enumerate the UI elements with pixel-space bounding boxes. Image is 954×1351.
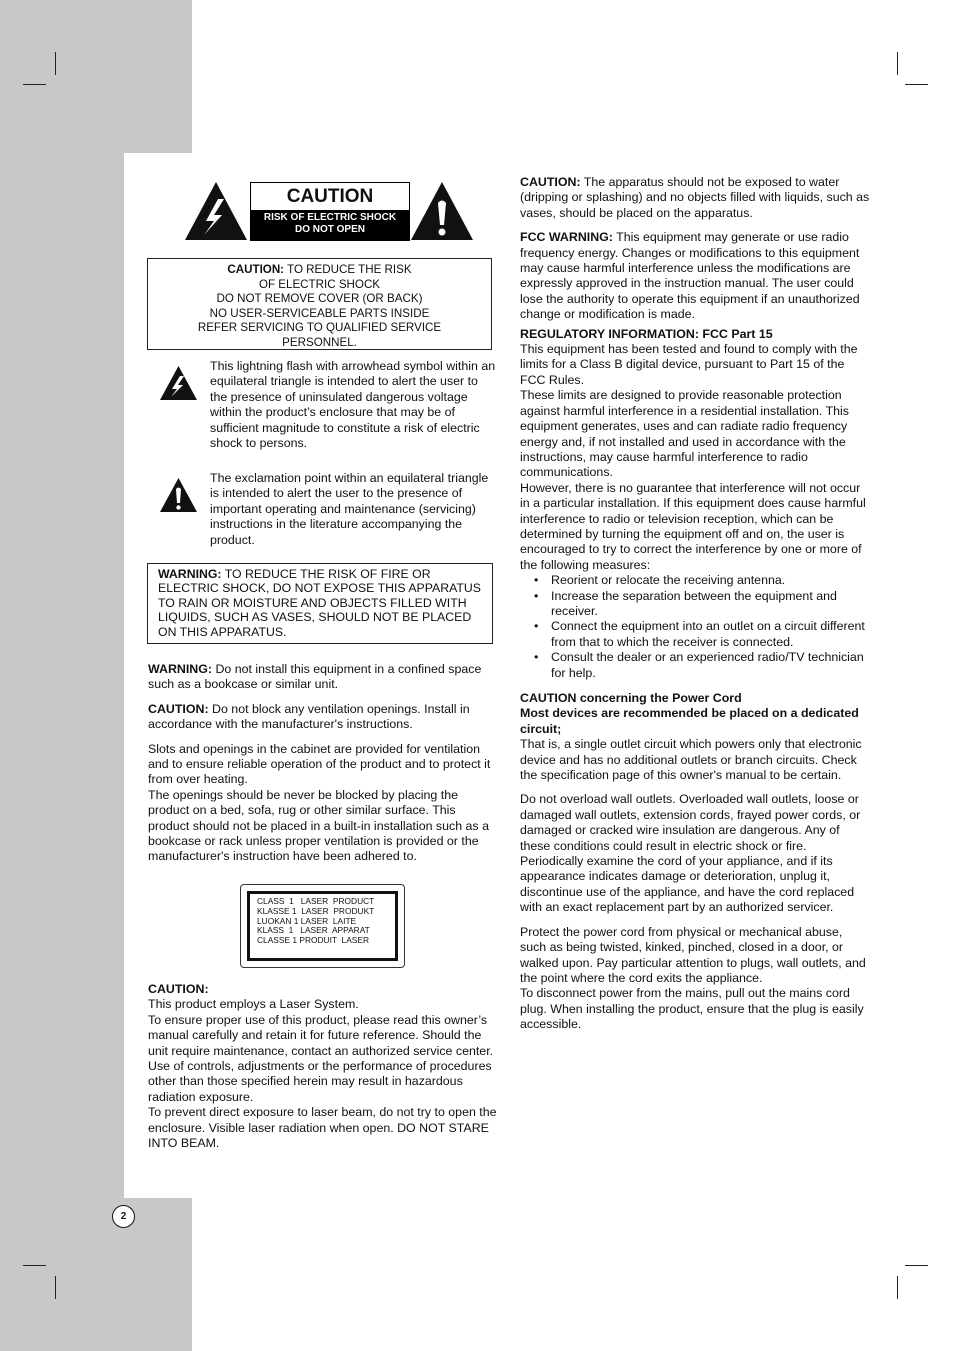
regulatory-p2: These limits are designed to provide reasonable protection against harmful interference in a residential installation. This equipment generates, uses and can radiate radio frequency energy and, if not installed and used in accordance with the instructions, may cause harmful interference to radio communications. [520,388,849,480]
fcc-warning-text: This equipment may generate or use radio frequency energy. Changes or modifications to this equipment may cause harmful interference unless the modifications are expressly approved in the instruction manual. The user could lose the authority to operate this equipment if an unauthorized change or modification is made. [520,230,860,322]
page-number: 2 [112,1205,135,1228]
lightning-warning-icon [159,365,198,401]
caution-line5: REFER SERVICING TO QUALIFIED SERVICE [197,321,442,334]
warning-install-paragraph [148,662,498,693]
caution-laser-p2: To ensure proper use of this product, please read this owner’s manual carefully and retain it for future reference. Should the unit require maintenance, contact an authorized service center. [148,1012,494,1058]
laser-label-text: CLASS 1 LASER PRODUCT KLASSE 1 LASER PRODUKT LUOKAN 1 LASER LAITE KLASS 1 LASER APPARAT CLASSE 1 PRODUIT LASER [257,896,375,946]
caution-laser-heading: CAUTION: [148,982,209,996]
caution-shock-box [147,258,492,350]
page-margin-side [0,153,124,1198]
fcc-warning-paragraph [520,230,870,322]
caution-ventilation-label: CAUTION: [148,701,209,716]
warning-box-text: TO REDUCE THE RISK OF FIRE OR ELECTRIC SHOCK, DO NOT EXPOSE THIS APPARATUS TO RAIN OR MOISTURE AND OBJECTS FILLED WITH LIQUIDS, SUCH AS VASES, SHOULD NOT BE PLACED ON THIS APPARATUS. [158,567,481,639]
crop-mark [905,1265,928,1266]
warning-fire-box [147,563,493,644]
caution-banner-line1: RISK OF ELECTRIC SHOCK [263,212,397,223]
crop-mark [55,52,56,75]
crop-mark [897,52,898,75]
caution-line3: DO NOT REMOVE COVER (OR BACK) [216,292,423,305]
caution-water-label: CAUTION: [520,175,581,189]
exclamation-warning-icon [159,477,198,513]
list-item: • Consult the dealer or an experienced radio/TV technician for help. [534,650,870,681]
list-item: • Connect the equipment into an outlet on a circuit different from that to which the receiver is connected. [534,619,870,650]
crop-mark [55,1276,56,1299]
crop-mark [23,1265,46,1266]
caution-water-paragraph [520,175,870,221]
warning-install-text: Do not install this equipment in a confined space such as a bookcase or similar unit. [148,662,482,692]
lightning-text: This lightning flash with arrowhead symbol within an equilateral triangle is intended to alert the user to the presence of uninsulated dangerous voltage within the product’s enclosure that may be of sufficient magnitude to constitute a risk of electric shock to persons. [210,359,496,451]
power-cord-heading: CAUTION concerning the Power Cord [520,691,742,705]
caution-laser-section [148,982,498,1151]
crop-mark [897,1276,898,1299]
power-cord-p2: Do not overload wall outlets. Overloaded wall outlets, loose or damaged wall outlets, extension cords, frayed power cords, or damaged or cracked wire insulation are dangerous. Any of these conditions could result in electric shock or fire. Periodically examine the cord of your appliance, and if its appearance indicates damage or deterioration, unplug it, discontinue use of the appliance, and have the cord replaced with an exact replacement part by an authorized servicer. [520,792,861,915]
regulatory-heading: REGULATORY INFORMATION: FCC Part 15 [520,326,773,341]
caution-laser-p1: This product employs a Laser System. [148,997,359,1012]
caution-laser-p4: To prevent direct exposure to laser beam, do not try to open the enclosure. Visible laser radiation when open. DO NOT STARE INTO BEAM. [148,1105,497,1151]
lightning-description [210,359,496,451]
regulatory-p1: This equipment has been tested and found to comply with the limits for a Class B digital device, pursuant to Part 15 of the FCC Rules. [520,342,858,387]
caution-banner-subtitle [251,210,409,240]
caution-ventilation-paragraph [148,702,498,733]
crop-mark [905,84,928,85]
caution-ventilation-text: Do not block any ventilation openings. Install in accordance with the manufacturer's instructions. [148,701,470,732]
crop-mark [23,84,46,85]
power-cord-p4: To disconnect power from the mains, pull out the mains cord plug. When installing the product, ensure that the plug is easily accessible. [520,986,864,1032]
page-margin-top [0,0,192,153]
caution-line2: OF ELECTRIC SHOCK [258,277,381,291]
caution-banner-line2: DO NOT OPEN [294,224,365,235]
lightning-triangle-icon [184,181,248,241]
caution-line4: NO USER-SERVICEABLE PARTS INSIDE [209,306,430,320]
warning-label: WARNING: [158,567,222,581]
power-cord-p1: That is, a single outlet circuit which powers only that electronic device and has no additional outlets or branch circuits. Check the specification page of this owner's manual to be certain. [520,737,862,783]
list-item: • Reorient or relocate the receiving antenna. [534,573,870,588]
regulatory-p3: However, there is no guarantee that interference will not occur in a particular installation. If this equipment does cause harmful interference to radio or television reception, which can be determined by turning the equipment off and on, the user is encouraged to try to correct the interference by one or more of the following measures: [520,480,866,572]
warning-install-label: WARNING: [148,662,213,676]
list-item: • Increase the separation between the equipment and receiver. [534,589,870,620]
page-margin-bottom [0,1198,192,1351]
exclamation-text: The exclamation point within an equilateral triangle is intended to alert the user to the presence of important operating and maintenance (servicing) instructions in the literature accompanying the product. [210,471,489,547]
caution-banner [250,182,410,241]
fcc-warning-label: FCC WARNING: [520,230,613,245]
caution-water-text: The apparatus should not be exposed to water (dripping or splashing) and no objects filled with liquids, such as vases, should be placed on the apparatus. [520,175,870,220]
openings-paragraph: The openings should be never be blocked by placing the product on a bed, sofa, rug or other similar surface. This product should not be placed in a built-in installation such as a bookcase or rack unless proper ventilation is provided or the manufacturer's instruction have been adhered to. [148,787,489,864]
interference-measures-list [520,573,870,681]
caution-line6: PERSONNEL. [282,335,357,349]
left-body-text [148,662,498,865]
exclamation-description [210,471,498,548]
caution-banner-title: CAUTION [251,183,409,210]
laser-product-label [240,884,405,968]
caution-line1: TO REDUCE THE RISK [284,263,412,276]
power-cord-p3: Protect the power cord from physical or mechanical abuse, such as being twisted, kinked, pinched, closed in a door, or walked upon. Pay particular attention to plugs, wall outlets, and the point where the cord exits the appliance. [520,924,866,985]
power-cord-subheading: Most devices are recommended be placed on a dedicated circuit; [520,706,859,736]
right-column [520,175,870,1033]
exclamation-triangle-icon [410,181,474,241]
slots-paragraph: Slots and openings in the cabinet are provided for ventilation and to ensure reliable operation of the product and to protect it from over heating. [148,741,491,787]
caution-label: CAUTION: [227,263,285,276]
caution-laser-p3: Use of controls, adjustments or the performance of procedures other than those specified herein may result in hazardous radiation exposure. [148,1059,492,1104]
